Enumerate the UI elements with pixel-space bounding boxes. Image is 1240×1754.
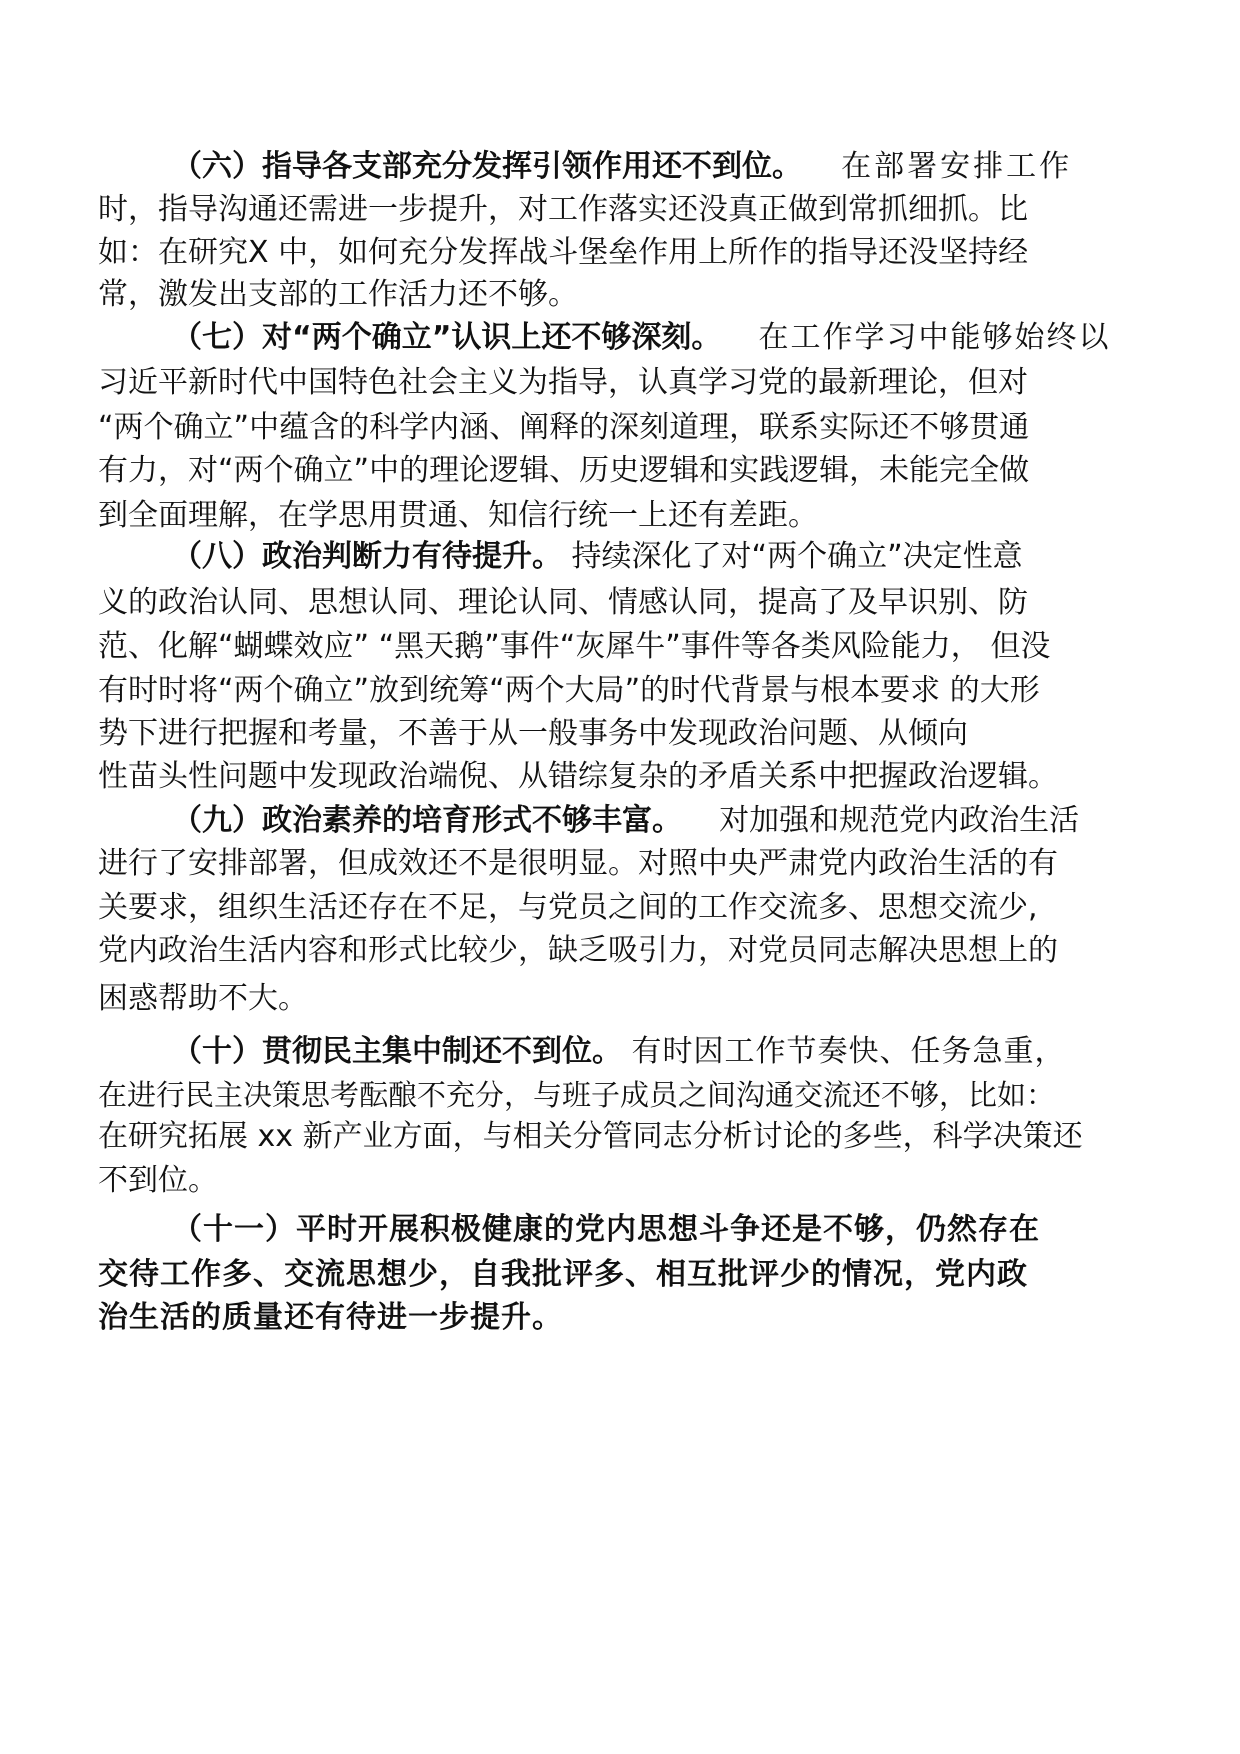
paragraph-11-line-1: （十一）平时开展积极健康的党内思想斗争还是不够，仍然存在: [172, 1212, 1040, 1247]
paragraph-7-line-4: 有力，对“两个确立”中的理论逻辑、历史逻辑和实践逻辑，未能完全做: [98, 453, 1030, 488]
paragraph-6-line-3: 如：在研究X 中，如何充分发挥战斗堡垒作用上所作的指导还没坚持经: [98, 235, 1029, 270]
paragraph-9-heading: （九）政治素养的培育形式不够丰富。: [172, 803, 682, 838]
paragraph-6-line-4: 常，激发出支部的工作活力还不够。: [98, 277, 578, 312]
paragraph-8-line-4: 有时时将“两个确立”放到统筹“两个大局”的时代背景与根本要求 的大形: [98, 673, 1040, 708]
paragraph-11-line-3: 治生活的质量还有待进一步提升。: [98, 1300, 563, 1335]
paragraph-9-text-1: 对加强和规范党内政治生活: [719, 803, 1080, 838]
paragraph-10-line-1: [172, 1031, 1066, 1073]
paragraph-7-line-3: “两个确立”中蕴含的科学内涵、阐释的深刻道理，联系实际还不够贯通: [98, 410, 1030, 445]
paragraph-9-line-4: 党内政治生活内容和形式比较少，缺乏吸引力，对党员同志解决思想上的: [98, 933, 1058, 968]
paragraph-10-line-2: 在进行民主决策思考酝酿不充分，与班子成员之间沟通交流还不够，比如：: [98, 1078, 1056, 1112]
paragraph-8-line-3: 范、化解“蝴蝶效应” “黑天鹅”事件“灰犀牛”事件等各类风险能力， 但没: [98, 629, 1051, 664]
paragraph-7-text-1: 在工作学习中能够始终以: [758, 320, 1111, 355]
paragraph-6-line-1: [172, 146, 1072, 188]
paragraph-8-line-1: [172, 536, 1023, 578]
paragraph-6-line-2: 时，指导沟通还需进一步提升，对工作落实还没真正做到常抓细抓。比: [98, 192, 1028, 227]
paragraph-9-line-1: [172, 800, 1079, 842]
paragraph-8-line-5: 势下进行把握和考量，不善于从一般事务中发现政治问题、从倾向: [98, 716, 968, 751]
paragraph-9-line-5: 困惑帮助不大。: [98, 981, 308, 1016]
paragraph-10-text-1: 有时因工作节奏快、任务急重，: [631, 1034, 1066, 1069]
paragraph-10-line-3: 在研究拓展 xx 新产业方面，与相关分管同志分析讨论的多些，科学决策还: [98, 1119, 1083, 1154]
paragraph-11-line-2: 交待工作多、交流思想少，自我批评多、相互批评少的情况，党内政: [98, 1257, 1028, 1292]
paragraph-8-line-2: 义的政治认同、思想认同、理论认同、情感认同，提高了及早识别、防: [98, 585, 1028, 620]
paragraph-6-heading: （六）指导各支部充分发挥引领作用还不到位。: [172, 149, 802, 184]
paragraph-10-line-4: 不到位。: [98, 1163, 218, 1198]
paragraph-7-heading: （七）对“两个确立”认识上还不够深刻。: [172, 320, 722, 355]
paragraph-8-text-1: 持续深化了对“两个确立”决定性意: [571, 539, 1023, 574]
paragraph-6-text-1: 在部署安排工作: [841, 149, 1073, 184]
paragraph-7-line-2: 习近平新时代中国特色社会主义为指导，认真学习党的最新理论，但对: [98, 365, 1028, 400]
paragraph-8-line-6: 性苗头性问题中发现政治端倪、从错综复杂的矛盾关系中把握政治逻辑。: [98, 759, 1058, 794]
paragraph-7-line-1: [172, 317, 1111, 359]
paragraph-10-heading: （十）贯彻民主集中制还不到位。: [172, 1034, 622, 1069]
paragraph-7-line-5: 到全面理解，在学思用贯通、知信行统一上还有差距。: [98, 498, 818, 533]
paragraph-9-line-2: 进行了安排部署，但成效还不是很明显。对照中央严肃党内政治生活的有: [98, 846, 1058, 881]
paragraph-8-heading: （八）政治判断力有待提升。: [172, 539, 562, 574]
paragraph-9-line-3: 关要求，组织生活还存在不足，与党员之间的工作交流多、思想交流少,: [98, 890, 1038, 925]
